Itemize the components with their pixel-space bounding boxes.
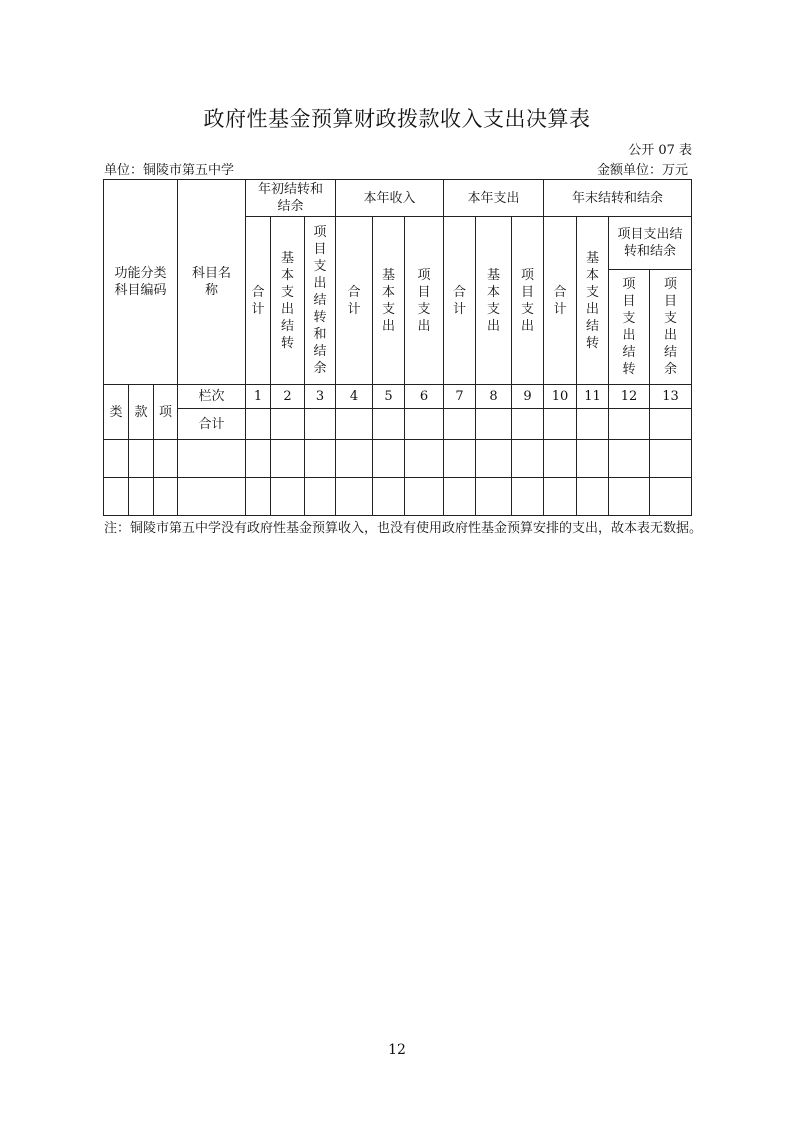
page-title: 政府性基金预算财政拨款收入支出决算表 [203, 107, 591, 131]
current-income-header: 本年收入 [336, 180, 444, 217]
col-project-balance-4: 项目支出结余 [650, 270, 692, 385]
col-basic-carry-1: 基本支出结转 [271, 217, 305, 385]
func-class-header: 功能分类科目编码 [104, 180, 178, 385]
amount-unit: 金额单位：万元 [596, 163, 688, 178]
budget-table [103, 179, 692, 516]
unit-label: 单位：铜陵市第五中学 [104, 163, 235, 178]
col-number: 11 [577, 385, 609, 409]
section-header: 款 [129, 385, 154, 440]
col-number: 12 [609, 385, 650, 409]
col-number: 8 [476, 385, 512, 409]
col-number: 6 [405, 385, 444, 409]
col-number: 13 [650, 385, 692, 409]
col-basic-expense-3: 基本支出 [476, 217, 512, 385]
col-total-3: 合计 [444, 217, 476, 385]
col-project-carry-4: 项目支出结转 [609, 270, 650, 385]
col-project-carry-balance-4: 项目支出结转和结余 [609, 217, 692, 270]
col-number: 9 [512, 385, 544, 409]
col-number: 4 [336, 385, 373, 409]
current-expense-header: 本年支出 [444, 180, 544, 217]
page-number: 12 [388, 1042, 406, 1058]
col-total-4: 合计 [544, 217, 577, 385]
col-number: 1 [246, 385, 271, 409]
col-basic-carry-4: 基本支出结转 [577, 217, 609, 385]
footnote: 注：铜陵市第五中学没有政府性基金预算收入，也没有使用政府性基金预算安排的支出，故本表无数据。 [104, 521, 703, 536]
table-row [104, 478, 692, 516]
col-project-expense-2: 项目支出 [405, 217, 444, 385]
item-header: 项 [154, 385, 178, 440]
ending-balance-header: 年末结转和结余 [544, 180, 692, 217]
subject-name-header: 科目名称 [178, 180, 246, 385]
col-number: 10 [544, 385, 577, 409]
col-basic-expense-2: 基本支出 [373, 217, 405, 385]
table-row [104, 409, 692, 440]
column-no-label: 栏次 [178, 385, 246, 409]
col-number: 5 [373, 385, 405, 409]
col-total-2: 合计 [336, 217, 373, 385]
col-number: 2 [271, 385, 305, 409]
col-total-1: 合计 [246, 217, 271, 385]
table-row [104, 440, 692, 478]
sum-row-label: 合计 [178, 409, 246, 440]
class-header: 类 [104, 385, 129, 440]
beginning-balance-header: 年初结转和结余 [246, 180, 336, 217]
col-number: 7 [444, 385, 476, 409]
table-code: 公开 07 表 [628, 143, 692, 158]
col-number: 3 [305, 385, 336, 409]
col-project-expense-3: 项目支出 [512, 217, 544, 385]
col-project-carry-balance-1: 项目支出结转和结余 [305, 217, 336, 385]
